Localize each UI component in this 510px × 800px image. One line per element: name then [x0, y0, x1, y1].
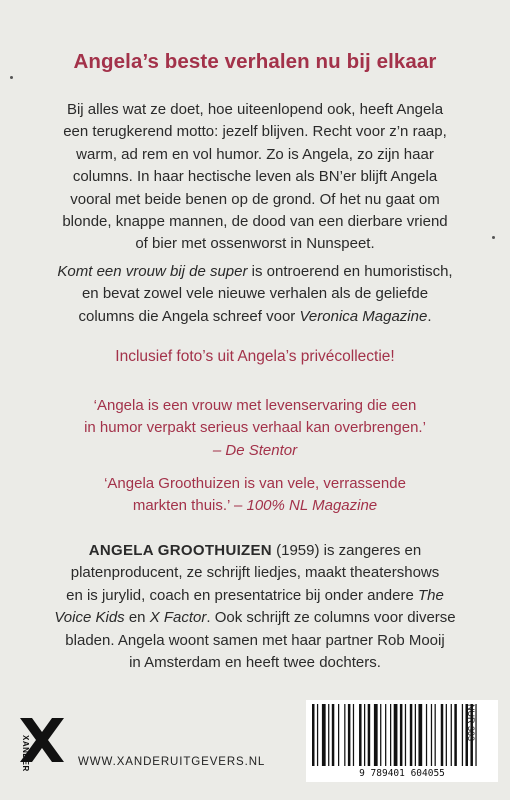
barcode-bar [338, 704, 339, 766]
barcode-bar [415, 704, 416, 766]
barcode-bar [348, 704, 351, 766]
isbn-number: 9 789401 604055 [359, 768, 445, 779]
publisher-url[interactable]: WWW.XANDERUITGEVERS.NL [78, 756, 266, 768]
intro-line: of bier met ossenworst in Nunspeet. [135, 235, 375, 253]
barcode-bar [426, 704, 427, 766]
barcode-bar [328, 704, 329, 766]
barcode-bar [446, 704, 447, 766]
barcode-bar [374, 704, 378, 766]
nur-code: NUR 303 [466, 704, 476, 742]
intro-line: Bij alles wat ze doet, hoe uiteenlopend ook, heeft Angela [66, 101, 444, 118]
barcode-bar [400, 704, 403, 766]
author-name: ANGELA GROOTHUIZEN [88, 542, 272, 559]
barcode-bar [385, 704, 386, 766]
intro-paragraph [0, 99, 510, 256]
description-paragraph: Komt een vrouw bij de super is ontroerend en humoristisch, en bevat zowel vele nieuwe verhalen als de geliefde columns die Angela schreef voor Veronica Magazine. [57, 263, 453, 325]
highlight-text: Inclusief foto’s uit Angela’s privécollectie! [115, 348, 395, 365]
barcode-bar [405, 704, 406, 766]
barcode-bar [353, 704, 354, 766]
publisher-logo-text: XANDER [21, 735, 30, 772]
barcode-bar [332, 704, 335, 766]
print-mark [10, 76, 13, 79]
barcode-bar [441, 704, 444, 766]
barcode-bar [364, 704, 365, 766]
intro-line: een terugkerend motto: jezelf blijven. Recht voor z’n raap, [63, 123, 447, 141]
intro-line: warm, ad rem en vol humor. Zo is Angela, zo zijn haar [76, 145, 434, 163]
quote-source: – De Stentor [212, 441, 298, 459]
barcode-bar [380, 704, 381, 766]
barcode-bar [317, 704, 318, 766]
intro-line: columns. In haar hectische leven als BN’er blijft Angela [72, 168, 438, 186]
barcode-bar [418, 704, 422, 766]
barcode-bar [312, 704, 315, 766]
barcode-bar [431, 704, 432, 766]
barcode-bar [451, 704, 452, 766]
barcode-bar [344, 704, 345, 766]
quote-source: 100% NL Magazine [246, 497, 378, 515]
barcode-bar [390, 704, 391, 766]
cover-headline: Angela’s beste verhalen nu bij elkaar [73, 50, 437, 73]
intro-line: vooral met beide benen op de grond. Of het nu gaat om [70, 190, 440, 208]
barcode-bar [462, 704, 463, 766]
barcode-bar [454, 704, 457, 766]
barcode-bar [322, 704, 326, 766]
press-quote: ‘Angela Groothuizen is van vele, verrassende markten thuis.’ – 100% NL Magazine [104, 475, 406, 515]
intro-line: blonde, knappe mannen, de dood van een dierbare vriend [62, 213, 448, 231]
barcode-bar [368, 704, 371, 766]
barcode-bar [359, 704, 362, 766]
book-title: Komt een vrouw bij de super [57, 263, 248, 280]
press-quote: ‘Angela is een vrouw met levenservaring die een in humor verpakt serieus verhaal kan overbrengen.’ – De Stentor [84, 397, 426, 459]
author-bio: ANGELA GROOTHUIZEN (1959) is zangeres en platenproducent, ze schrijft liedjes, maakt theatershows en is jurylid, coach en presentatrice bij onder andere The Voice Kids en X Factor. Ook schrijft ze columns voor diverse bladen. Angela woont samen met haar partner Rob Mooij in Amsterdam en heeft twee dochters. [54, 542, 456, 672]
barcode-bar [410, 704, 413, 766]
barcode-bar [435, 704, 436, 766]
barcode-bar [394, 704, 398, 766]
magazine-name: Veronica Magazine [299, 307, 428, 325]
